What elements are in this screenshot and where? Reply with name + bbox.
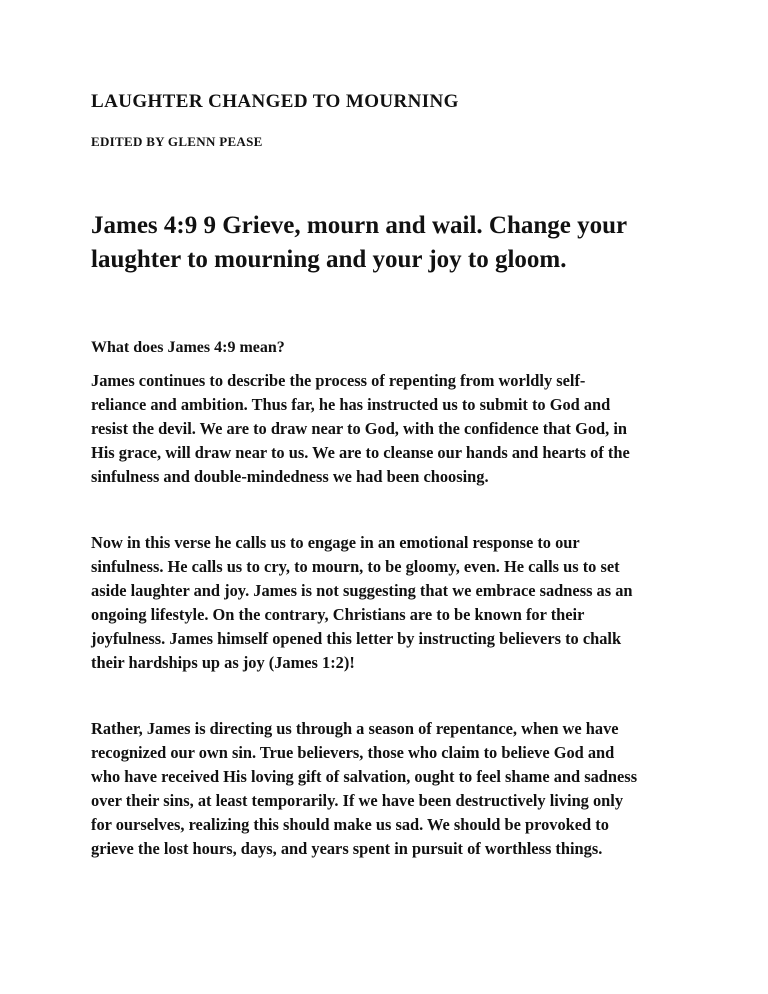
paragraph-line: resist the devil. We are to draw near to God, with the confidence that God, in — [91, 419, 628, 438]
paragraph-line: joyfulness. James himself opened this letter by instructing believers to chalk — [91, 629, 622, 648]
paragraph-line: over their sins, at least temporarily. If we have been destructively living only — [91, 791, 624, 810]
paragraph — [91, 717, 691, 861]
verse-heading — [91, 209, 711, 277]
paragraph-line: recognized our own sin. True believers, those who claim to believe God and — [91, 743, 615, 762]
section-question: What does James 4:9 mean? — [91, 339, 285, 356]
paragraph-line: sinfulness and double-mindedness we had been choosing. — [91, 467, 489, 486]
paragraph-line: Rather, James is directing us through a season of repentance, when we have — [91, 719, 619, 738]
document-title: LAUGHTER CHANGED TO MOURNING — [91, 91, 459, 112]
paragraph — [91, 531, 691, 675]
verse-line: laughter to mourning and your joy to gloom. — [91, 246, 567, 273]
paragraph-line: Now in this verse he calls us to engage in an emotional response to our — [91, 533, 580, 552]
paragraph-line: for ourselves, realizing this should make us sad. We should be provoked to — [91, 815, 609, 834]
paragraph-line: who have received His loving gift of salvation, ought to feel shame and sadness — [91, 767, 638, 786]
paragraph-line: ongoing lifestyle. On the contrary, Christians are to be known for their — [91, 605, 585, 624]
paragraph-line: their hardships up as joy (James 1:2)! — [91, 653, 355, 672]
document-editor-line: EDITED BY GLENN PEASE — [91, 134, 263, 149]
paragraph-line: sinfulness. He calls us to cry, to mourn, to be gloomy, even. He calls us to set — [91, 557, 620, 576]
paragraph — [91, 369, 691, 489]
paragraph-line: His grace, will draw near to us. We are to cleanse our hands and hearts of the — [91, 443, 630, 462]
paragraph-line: grieve the lost hours, days, and years spent in pursuit of worthless things. — [91, 839, 603, 858]
paragraph-line: aside laughter and joy. James is not suggesting that we embrace sadness as an — [91, 581, 633, 600]
paragraph-line: James continues to describe the process of repenting from worldly self- — [91, 371, 586, 390]
paragraph-line: reliance and ambition. Thus far, he has instructed us to submit to God and — [91, 395, 611, 414]
verse-line: James 4:9 9 Grieve, mourn and wail. Change your — [91, 212, 628, 239]
